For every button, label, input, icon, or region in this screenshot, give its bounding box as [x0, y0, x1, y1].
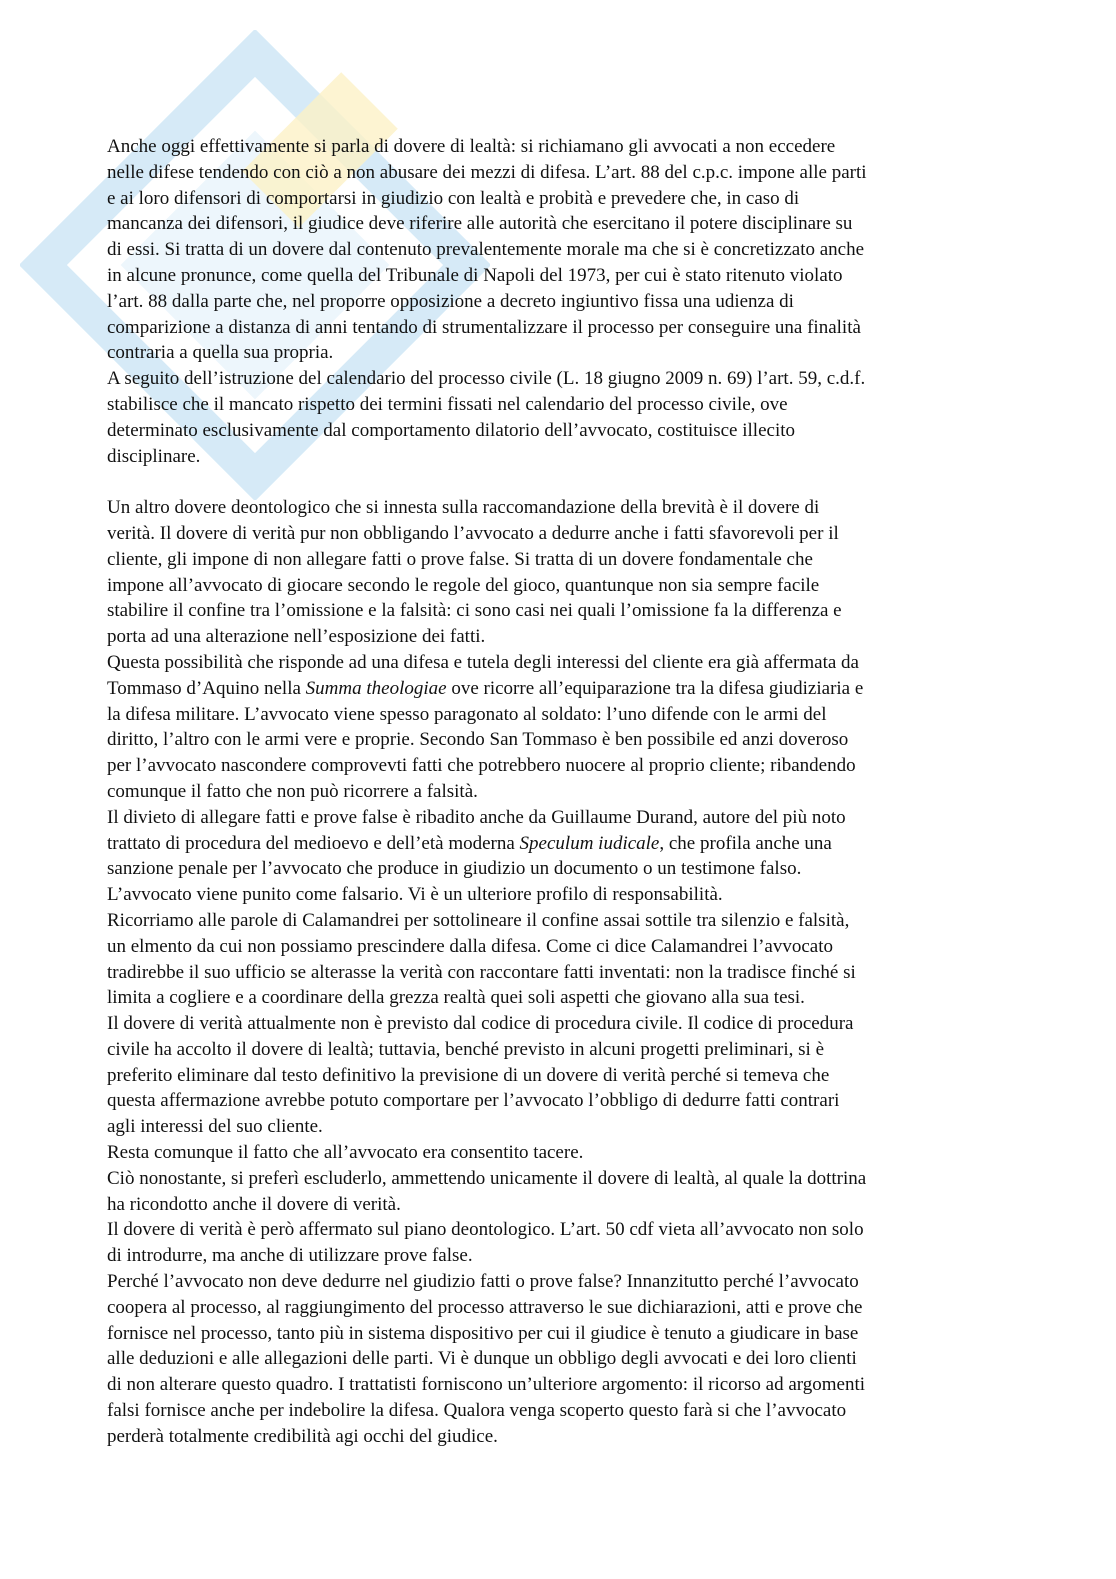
text-line: nelle difese tendendo con ciò a non abusare dei mezzi di difesa. L’art. 88 del c.p.c. impone alle parti	[107, 161, 867, 183]
text-line: Ricorriamo alle parole di Calamandrei per sottolineare il confine assai sottile tra silenzio e falsità,	[107, 909, 850, 931]
text-line: di introdurre, ma anche di utilizzare prove false.	[107, 1245, 473, 1267]
text-line: e ai loro difensori di comportarsi in giudizio con lealtà e probità e prevedere che, in caso di	[107, 187, 800, 209]
text-line: fornisce nel processo, tanto più in sistema dispositivo per cui il giudice è tenuto a giudicare in base	[107, 1322, 859, 1344]
text-line: diritto, l’altro con le armi vere e proprie. Secondo San Tommaso è ben possibile ed anzi doveroso	[107, 729, 849, 751]
paragraph-gap	[107, 469, 1009, 495]
text-line: Questa possibilità che risponde ad una difesa e tutela degli interessi del cliente era già affermata da	[107, 651, 859, 673]
text-line: un elmento da cui non possiamo prescindere dalla difesa. Come ci dice Calamandrei l’avvocato	[107, 935, 833, 957]
text-line: per l’avvocato nascondere comprovevti fatti che potrebbero nuocere al proprio cliente; ribandendo	[107, 755, 856, 777]
text-line: perderà totalmente credibilità agi occhi del giudice.	[107, 1425, 498, 1447]
text-line: verità. Il dovere di verità pur non obbligando l’avvocato a dedurre anche i fatti sfavorevoli per il	[107, 522, 839, 544]
body-text	[107, 134, 1009, 1450]
text-line: comunque il fatto che non può ricorrere a falsità.	[107, 780, 478, 802]
text-segment: ove ricorre all’equiparazione tra la difesa giudiziaria e	[446, 677, 864, 699]
text-line: contraria a quella sua propria.	[107, 342, 334, 364]
text-line: falsi fornisce anche per indebolire la difesa. Qualora venga scoperto questo farà si che l’avvocato	[107, 1400, 847, 1422]
text-line: determinato esclusivamente dal comportamento dilatorio dell’avvocato, costituisce illecito	[107, 419, 795, 441]
text-line-with-title	[107, 831, 1009, 857]
text-line: stabilisce che il mancato rispetto dei termini fissati nel calendario del processo civile, ove	[107, 393, 788, 415]
text-line: di non alterare questo quadro. I trattatisti forniscono un’ulteriore argomento: il ricorso ad argomenti	[107, 1374, 866, 1396]
italic-work-title: Summa theologiae	[305, 677, 447, 699]
text-line: Ciò nonostante, si preferì escluderlo, ammettendo unicamente il dovere di lealtà, al quale la dottrina	[107, 1167, 867, 1189]
text-segment: , che profila anche una	[659, 832, 832, 854]
text-line: l’art. 88 dalla parte che, nel proporre opposizione a decreto ingiuntivo fissa una udienza di	[107, 290, 794, 312]
text-line-with-title	[107, 676, 1009, 702]
text-line: preferito eliminare dal testo definitivo la previsione di un dovere di verità perché si temeva che	[107, 1064, 830, 1086]
text-line: Resta comunque il fatto che all’avvocato era consentito tacere.	[107, 1142, 584, 1164]
text-segment: Tommaso d’Aquino nella	[107, 677, 306, 699]
text-line: la difesa militare. L’avvocato viene spesso paragonato al soldato: l’uno difende con le armi del	[107, 703, 827, 725]
text-line: stabilire il confine tra l’omissione e la falsità: ci sono casi nei quali l’omissione fa la differenza e	[107, 600, 842, 622]
text-line: ha ricondotto anche il dovere di verità.	[107, 1193, 401, 1215]
text-line: tradirebbe il suo ufficio se alterasse la verità con raccontare fatti inventati: non la tradisce finché si	[107, 961, 856, 983]
text-line: civile ha accolto il dovere di lealtà; tuttavia, benché previsto in alcuni progetti preliminari, si è	[107, 1038, 824, 1060]
text-line: limita a cogliere e a coordinare della grezza realtà quei soli aspetti che giovano alla sua tesi.	[107, 987, 805, 1009]
text-line: A seguito dell’istruzione del calendario del processo civile (L. 18 giugno 2009 n. 69) l’art. 59, c.d.f.	[107, 368, 866, 390]
text-line: di essi. Si tratta di un dovere dal contenuto prevalentemente morale ma che si è concretizzato anche	[107, 239, 865, 261]
text-line: porta ad una alterazione nell’esposizione dei fatti.	[107, 626, 486, 648]
text-line: L’avvocato viene punito come falsario. Vi è un ulteriore profilo di responsabilità.	[107, 884, 723, 906]
text-segment: trattato di procedura del medioevo e dell’età moderna	[107, 832, 520, 854]
text-line: Il dovere di verità è però affermato sul piano deontologico. L’art. 50 cdf vieta all’avvocato non solo	[107, 1219, 864, 1241]
text-line: alle deduzioni e alle allegazioni delle parti. Vi è dunque un obbligo degli avvocati e dei loro clienti	[107, 1348, 857, 1370]
text-line: Perché l’avvocato non deve dedurre nel giudizio fatti o prove false? Innanzitutto perché l’avvocato	[107, 1271, 859, 1293]
text-line: coopera al processo, al raggiungimento del processo attraverso le sue dichiarazioni, atti e prove che	[107, 1296, 863, 1318]
text-line: Il dovere di verità attualmente non è previsto dal codice di procedura civile. Il codice di procedura	[107, 1013, 854, 1035]
text-line: Un altro dovere deontologico che si innesta sulla raccomandazione della brevità è il dovere di	[107, 497, 820, 519]
text-line: mancanza dei difensori, il giudice deve riferire alle autorità che esercitano il potere disciplinare su	[107, 213, 853, 235]
text-line: questa affermazione avrebbe potuto comportare per l’avvocato l’obbligo di dedurre fatti contrari	[107, 1090, 840, 1112]
text-line: comparizione a distanza di anni tentando di strumentalizzare il processo per conseguire una finalità	[107, 316, 861, 338]
text-line: cliente, gli impone di non allegare fatti o prove false. Si tratta di un dovere fondamentale che	[107, 548, 813, 570]
text-line: in alcune pronunce, come quella del Tribunale di Napoli del 1973, per cui è stato ritenuto violato	[107, 264, 843, 286]
text-line: sanzione penale per l’avvocato che produce in giudizio un documento o un testimone falso.	[107, 858, 802, 880]
italic-work-title: Speculum iudicale	[519, 832, 660, 854]
text-line: disciplinare.	[107, 445, 201, 467]
text-line: Anche oggi effettivamente si parla di dovere di lealtà: si richiamano gli avvocati a non eccedere	[107, 136, 836, 157]
text-line: agli interessi del suo cliente.	[107, 1116, 323, 1138]
text-line: impone all’avvocato di giocare secondo le regole del gioco, quantunque non sia sempre facile	[107, 574, 820, 596]
text-line: Il divieto di allegare fatti e prove false è ribadito anche da Guillaume Durand, autore del più noto	[107, 806, 846, 828]
